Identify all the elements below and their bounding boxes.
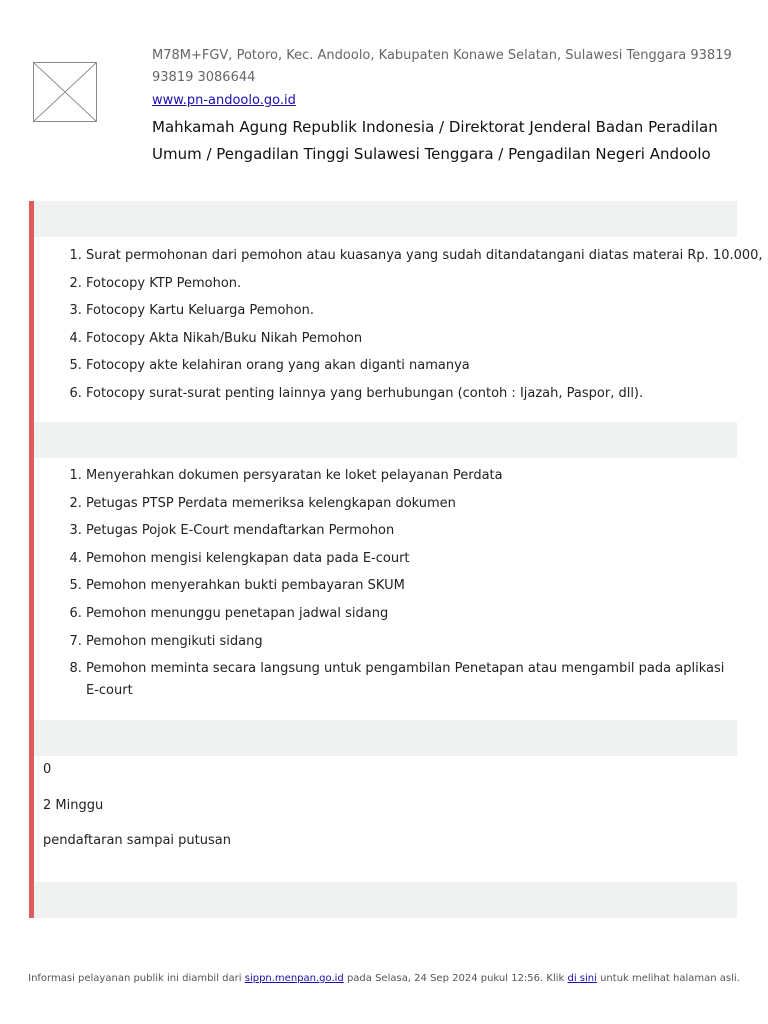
broken-image-icon xyxy=(34,63,96,121)
footer-prefix: Informasi pelayanan publik ini diambil dari xyxy=(28,973,242,984)
list-item: 4. Pemohon mengisi kelengkapan data pada E-court xyxy=(86,548,738,570)
list-item: 3. Fotocopy Kartu Keluarga Pemohon. xyxy=(86,300,738,322)
source-footer xyxy=(0,973,768,984)
list-item: 7. Pemohon mengikuti sidang xyxy=(86,631,738,653)
footer-middle: pada Selasa, 24 Sep 2024 pukul 12:56. Klik xyxy=(346,973,565,984)
list-item: 1. Surat permohonan dari pemohon atau kuasanya yang sudah ditandatangani diatas materai Rp. 10.000, xyxy=(86,245,738,267)
logo-placeholder-image xyxy=(33,62,97,122)
office-phone: 93819 3086644 xyxy=(152,70,256,85)
list-item: 8. Pemohon meminta secara langsung untuk pengambilan Penetapan atau mengambil pada aplikasi E-court xyxy=(86,658,738,702)
requirements-list xyxy=(86,245,763,411)
list-item: 4. Fotocopy Akta Nikah/Buku Nikah Pemohon xyxy=(86,328,738,350)
list-item: 2. Petugas PTSP Perdata memeriksa kelengkapan dokumen xyxy=(86,493,738,515)
service-duration-note: pendaftaran sampai putusan xyxy=(43,833,231,848)
list-item: 5. Fotocopy akte kelahiran orang yang akan diganti namanya xyxy=(86,355,738,377)
service-cost: 0 xyxy=(43,762,52,777)
list-item: 2. Fotocopy KTP Pemohon. xyxy=(86,273,738,295)
section-header-procedure xyxy=(34,422,737,458)
service-duration: 2 Minggu xyxy=(43,798,104,813)
service-info-panel xyxy=(29,201,763,918)
office-address: M78M+FGV, Potoro, Kec. Andoolo, Kabupaten Konawe Selatan, Sulawesi Tenggara 93819 xyxy=(152,48,732,63)
section-header-bottom xyxy=(34,882,737,918)
list-item: 1. Menyerahkan dokumen persyaratan ke loket pelayanan Perdata xyxy=(86,465,738,487)
website-link[interactable]: www.pn-andoolo.go.id xyxy=(152,93,296,108)
original-page-link[interactable]: di sini xyxy=(567,973,597,984)
source-link[interactable]: sippn.menpan.go.id xyxy=(244,973,344,984)
section-header-details xyxy=(34,720,737,756)
list-item: 6. Pemohon menunggu penetapan jadwal sidang xyxy=(86,603,738,625)
office-header xyxy=(152,45,742,168)
procedure-list xyxy=(86,465,738,708)
list-item: 6. Fotocopy surat-surat penting lainnya yang berhubungan (contoh : Ijazah, Paspor, dll). xyxy=(86,383,738,405)
list-item: 5. Pemohon menyerahkan bukti pembayaran SKUM xyxy=(86,575,738,597)
list-item: 3. Petugas Pojok E-Court mendaftarkan Permohon xyxy=(86,520,738,542)
organization-hierarchy: Mahkamah Agung Republik Indonesia / Direktorat Jenderal Badan Peradilan Umum / Pengadilan Tinggi Sulawesi Tenggara / Pengadilan Negeri Andoolo xyxy=(152,118,718,163)
section-header-requirements xyxy=(34,201,737,237)
footer-suffix: untuk melihat halaman asli. xyxy=(600,973,740,984)
